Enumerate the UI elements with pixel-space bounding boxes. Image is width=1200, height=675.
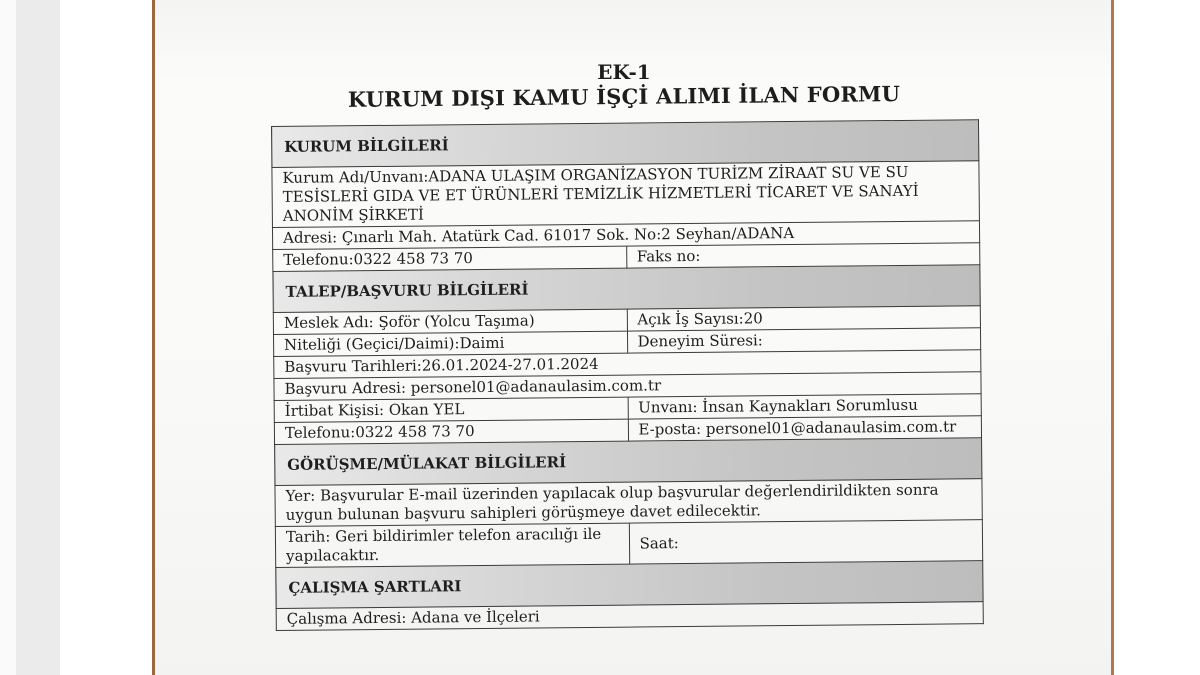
interview-place-line-1: Yer: Başvurular E-mail üzerinden yapılacak olup başvurular değerlendirildikten sonra (285, 480, 939, 505)
section-talep-heading: TALEP/BAŞVURU BİLGİLERİ (273, 265, 980, 313)
section-row-talep (273, 265, 980, 313)
openings: Açık İş Sayısı:20 (627, 306, 981, 331)
kurum-name-row (272, 161, 980, 228)
kurum-name-cell (272, 161, 980, 228)
annex-label: EK-1 (597, 60, 651, 84)
contact-title: Unvanı: İnsan Kaynakları Sorumlusu (628, 394, 982, 419)
section-row-gorusme (275, 438, 982, 486)
experience: Deneyim Süresi: (627, 328, 981, 353)
kurum-fax: Faks no: (626, 243, 980, 268)
interview-date (275, 523, 629, 567)
interview-date-line-2: yapılacaktır. (286, 545, 380, 565)
viewer-left-margin (0, 0, 16, 675)
announcement-form (271, 119, 984, 631)
interview-place-line-2: uygun bulunan başvuru sahipleri görüşmeye davet edilecektir. (285, 501, 761, 524)
interview-time: Saat: (629, 520, 983, 564)
interview-date-line-1: Tarih: Geri bildirimler telefon aracılığı ile (285, 524, 602, 546)
kurum-phone: Telefonu:0322 458 73 70 (273, 246, 627, 271)
section-calisma-heading: ÇALIŞMA ŞARTLARI (276, 561, 983, 609)
kurum-address: Adresi: Çınarlı Mah. Atatürk Cad. 61017 Sok. No:2 Seyhan/ADANA (272, 221, 979, 250)
application-address: Başvuru Adresi: personel01@adanaulasim.com.tr (274, 372, 981, 401)
contact-phone: Telefonu:0322 458 73 70 (274, 419, 628, 444)
contact-email: E-posta: personel01@adanaulasim.com.tr (628, 416, 982, 441)
kurum-name-line-3: ANONİM ŞİRKETİ (282, 205, 424, 225)
profession: Meslek Adı: Şoför (Yolcu Taşıma) (273, 309, 627, 334)
kurum-name-line-2: TESİSLERİ GIDA VE ET ÜRÜNLERİ TEMİZLİK HİZMETLERİ TİCARET VE SANAYİ (282, 181, 919, 206)
contact-person: İrtibat Kişisi: Okan YEL (274, 397, 628, 422)
section-kurum-heading: KURUM BİLGİLERİ (272, 120, 979, 168)
work-address: Çalışma Adresi: Adana ve İlçeleri (276, 602, 983, 631)
section-row-kurum (272, 120, 979, 168)
interview-place (275, 479, 982, 527)
application-dates: Başvuru Tarihleri:26.01.2024-27.01.2024 (274, 350, 981, 379)
nature: Niteliği (Geçici/Daimi):Daimi (274, 331, 628, 356)
section-gorusme-heading: GÖRÜŞME/MÜLAKAT BİLGİLERİ (275, 438, 982, 486)
form-title: KURUM DIŞI KAMU İŞÇİ ALIMI İLAN FORMU (347, 81, 901, 112)
form-table (271, 119, 984, 631)
section-row-calisma (276, 561, 983, 609)
gorusme-place-row (275, 479, 982, 527)
kurum-name-line-1: Kurum Adı/Unvanı:ADANA ULAŞIM ORGANİZASYON TURİZM ZİRAAT SU VE SU (282, 162, 909, 187)
gorusme-date-row (275, 520, 982, 568)
